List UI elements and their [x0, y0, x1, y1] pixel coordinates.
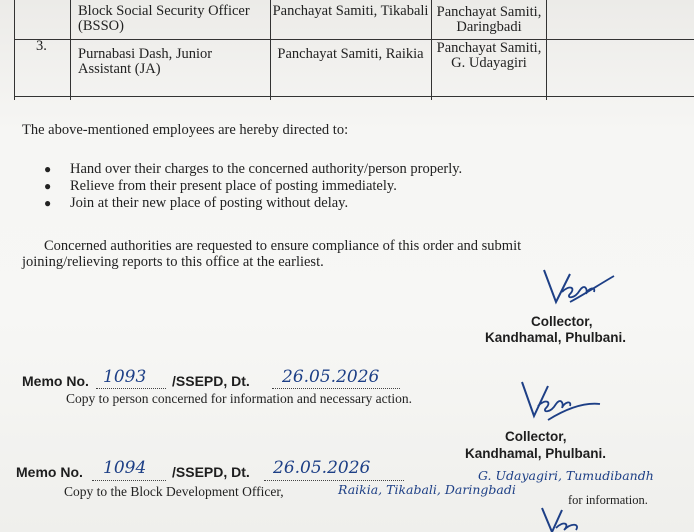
bullet-icon: ● — [44, 179, 52, 193]
table-divider — [270, 0, 271, 100]
signatory-place: Kandhamal, Phulbani. — [465, 446, 607, 461]
list-item-text: Join at their new place of posting without delay. — [70, 195, 349, 211]
memo-number-underline — [92, 480, 166, 481]
transfer-table — [14, 0, 694, 100]
memo-date-underline — [272, 388, 400, 389]
bullet-icon: ● — [44, 196, 52, 210]
list-item — [44, 178, 462, 195]
table-cell-to: Panchayat Samiti, G. Udayagiri — [436, 40, 542, 71]
table-divider — [431, 0, 432, 100]
table-divider — [546, 0, 547, 100]
table-border-left — [14, 0, 15, 100]
bullet-icon: ● — [44, 162, 52, 176]
memo-label: Memo No. — [22, 373, 89, 389]
memo-number-handwritten: 1094 — [103, 458, 147, 478]
handwritten-blocks-line-2: G. Udayagiri, Tumudibandh — [478, 468, 654, 483]
memo-date-handwritten: 26.05.2026 — [282, 367, 380, 387]
memo-date-handwritten: 26.05.2026 — [273, 458, 371, 478]
table-cell-name: Purnabasi Dash, Junior Assistant (JA) — [78, 46, 213, 77]
memo-dept: /SSEPD, Dt. — [172, 464, 250, 480]
table-cell-name: Block Social Security Officer (BSSO) — [78, 3, 250, 34]
table-row-divider — [14, 39, 694, 40]
directive-intro: The above-mentioned employees are hereby directed to: — [22, 122, 349, 138]
memo-copy-prefix: Copy to the Block Development Officer, — [64, 484, 284, 499]
signatory-title: Collector, — [531, 314, 593, 329]
memo-number-handwritten: 1093 — [103, 367, 147, 387]
table-divider — [70, 0, 71, 100]
table-cell-to — [433, 0, 545, 35]
memo-label: Memo No. — [16, 464, 83, 480]
list-item-text: Relieve from their present place of posting immediately. — [70, 178, 397, 194]
compliance-line-1: Concerned authorities are requested to ensure compliance of this order and submit — [44, 238, 522, 254]
memo-dept: /SSEPD, Dt. — [172, 373, 250, 389]
memo-copy-line: Copy to person concerned for information and necessary action. — [66, 391, 413, 406]
table-cell-sl: 3. — [36, 38, 47, 54]
signatory-title: Collector, — [505, 429, 567, 444]
handwritten-blocks: Raikia, Tikabali, Daringbadi — [338, 482, 516, 497]
collector-signature-icon — [530, 262, 620, 322]
list-item — [44, 161, 462, 178]
memo-copy-suffix: for information. — [568, 493, 648, 507]
list-item — [44, 195, 462, 212]
signatory-place: Kandhamal, Phulbani. — [485, 330, 627, 345]
memo-date-underline — [264, 480, 404, 481]
table-cell-from: Panchayat Samiti, Tikabali — [272, 3, 429, 19]
list-item-text: Hand over their charges to the concerned authority/person properly. — [70, 161, 463, 177]
collector-signature-icon — [532, 506, 602, 532]
directive-list — [44, 161, 462, 212]
compliance-line-2: joining/relieving reports to this office at the earliest. — [22, 254, 324, 270]
table-cell-from: Panchayat Samiti, Raikia — [277, 46, 424, 62]
table-bottom-border — [14, 96, 694, 97]
table-cell-to-text: Panchayat Samiti, Daringbadi — [436, 4, 542, 35]
memo-number-underline — [96, 388, 166, 389]
